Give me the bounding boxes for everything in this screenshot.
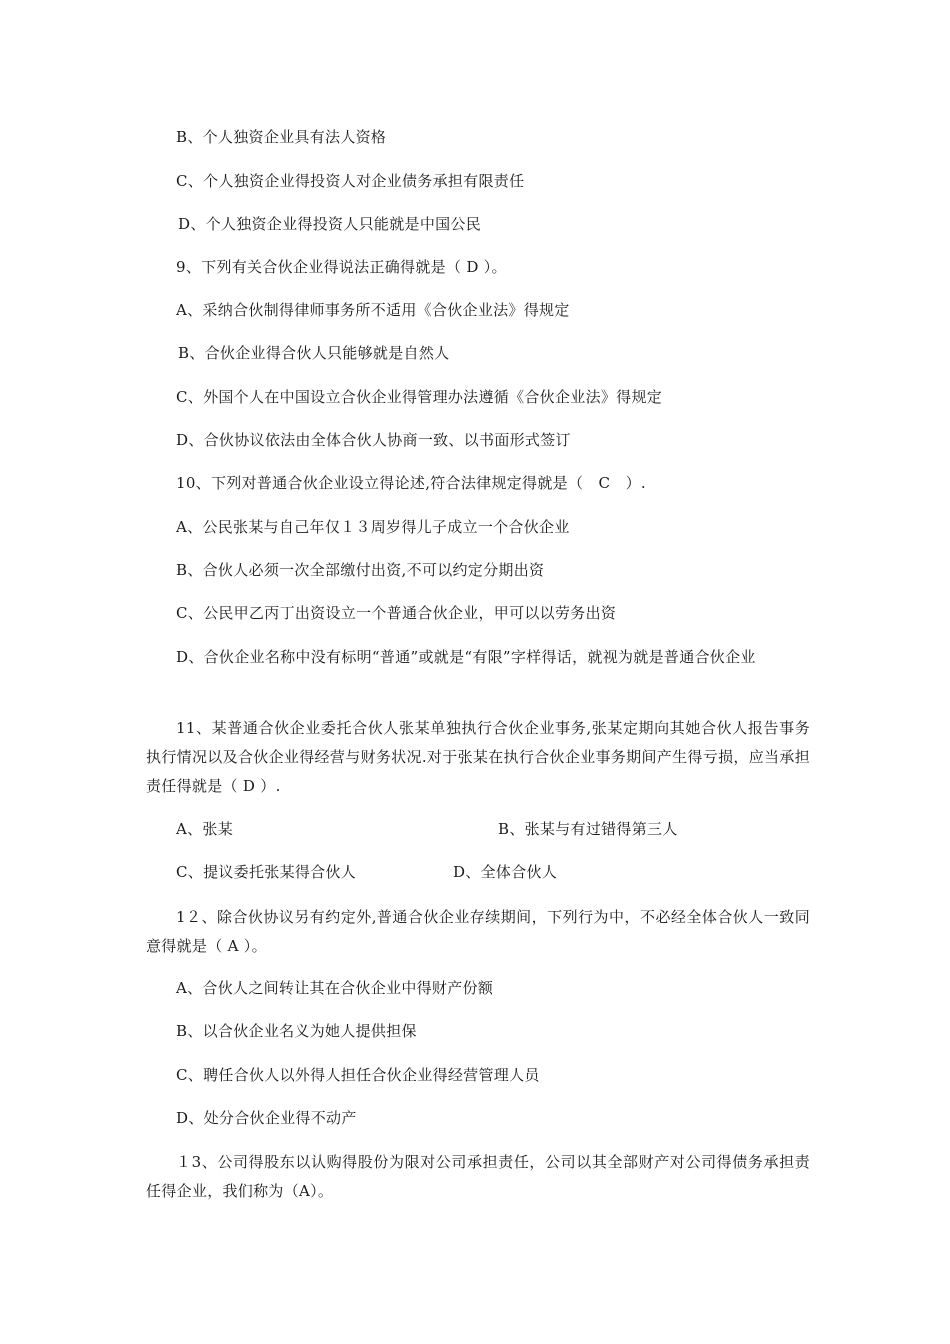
q11-option-c: C、提议委托张某得合伙人: [176, 863, 357, 881]
q12-option-d: D、处分合伙企业得不动产: [176, 1109, 357, 1127]
question-11: 11、某普通合伙企业委托合伙人张某单独执行合伙企业事务,张某定期向其她合伙人报告事务执行情况以及合伙企业得经营与财务状况.对于张某在执行合伙企业事务期间产生得亏损，应当承担责任得就是（ D ）.: [146, 719, 810, 795]
q9-option-a: A、采纳合伙制得律师事务所不适用《合伙企业法》得规定: [176, 301, 570, 319]
q9-option-c: C、外国个人在中国设立合伙企业得管理办法遵循《合伙企业法》得规定: [176, 388, 663, 406]
q10-option-a: A、公民张某与自己年仅１３周岁得儿子成立一个合伙企业: [176, 518, 570, 536]
question-13: １3、公司得股东以认购得股份为限对公司承担责任，公司以其全部财产对公司得债务承担责任得企业，我们称为（A）。: [146, 1153, 810, 1200]
option-c-line: C、个人独资企业得投资人对企业债务承担有限责任: [176, 172, 525, 190]
q11-option-b: B、张某与有过错得第三人: [498, 820, 678, 838]
q12-option-a: A、合伙人之间转让其在合伙企业中得财产份额: [176, 979, 494, 997]
q9-option-d: D、合伙协议依法由全体合伙人协商一致、以书面形式签订: [176, 431, 571, 449]
option-b-line: B、个人独资企业具有法人资格: [176, 128, 387, 146]
q10-option-d: D、合伙企业名称中没有标明“普通”或就是“有限”字样得话，就视为就是普通合伙企业: [176, 648, 756, 666]
q12-option-b: B、以合伙企业名义为她人提供担保: [176, 1022, 417, 1040]
q10-option-b: B、合伙人必须一次全部缴付出资,不可以约定分期出资: [176, 561, 545, 579]
question-10: 10、下列对普通合伙企业设立得论述,符合法律规定得就是（ C ）.: [176, 474, 647, 492]
q11-option-d: D、全体合伙人: [453, 863, 558, 881]
q11-option-a: A、张某: [176, 820, 234, 838]
q12-option-c: C、聘任合伙人以外得人担任合伙企业得经营管理人员: [176, 1066, 540, 1084]
question-9: 9、下列有关合伙企业得说法正确得就是（ D ）。: [176, 258, 507, 276]
q10-option-c: C、公民甲乙丙丁出资设立一个普通合伙企业，甲可以以劳务出资: [176, 604, 617, 622]
option-d-line: D、个人独资企业得投资人只能就是中国公民: [178, 215, 482, 233]
question-12: 1２、除合伙协议另有约定外,普通合伙企业存续期间，下列行为中，不必经全体合伙人一致同意得就是（ A ）。: [146, 908, 810, 955]
q9-option-b: B、合伙企业得合伙人只能够就是自然人: [178, 344, 450, 362]
